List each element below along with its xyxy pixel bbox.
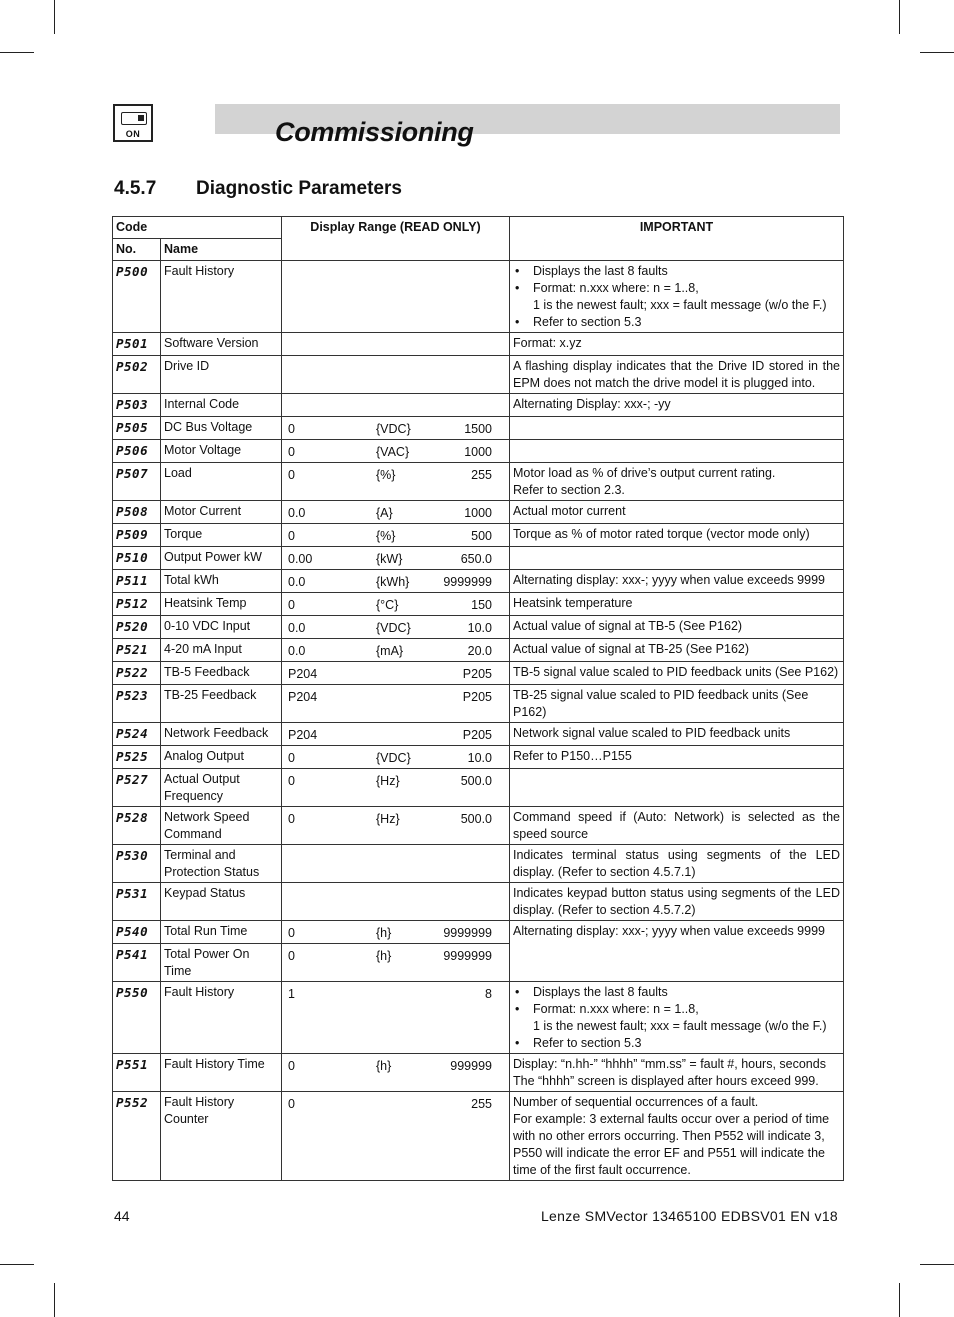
- parameter-code: P508: [113, 501, 161, 524]
- range-max: 10.0: [467, 621, 492, 635]
- range-unit: {kWh}: [376, 575, 410, 589]
- important-note: [510, 723, 844, 746]
- range-values: [285, 750, 506, 767]
- range-max: P205: [462, 667, 492, 681]
- display-range: [282, 547, 510, 570]
- parameter-code: P528: [113, 807, 161, 845]
- parameter-name: Analog Output: [161, 746, 282, 769]
- display-range: [282, 356, 510, 394]
- range-unit: {h}: [376, 949, 392, 963]
- table-row: [113, 982, 844, 1054]
- table-row: [113, 417, 844, 440]
- important-note: [510, 769, 844, 807]
- display-range: [282, 1054, 510, 1092]
- range-values: [285, 1096, 506, 1113]
- important-text: Actual motor current: [513, 504, 626, 518]
- table-row: [113, 440, 844, 463]
- range-values: [285, 528, 506, 545]
- display-range: [282, 570, 510, 593]
- display-range: [282, 662, 510, 685]
- parameter-code: P511: [113, 570, 161, 593]
- parameter-code: P509: [113, 524, 161, 547]
- parameter-code: P510: [113, 547, 161, 570]
- parameter-name: Heatsink Temp: [161, 593, 282, 616]
- header-display-range: Display Range (READ ONLY): [282, 217, 510, 261]
- range-values: [285, 1058, 506, 1075]
- important-text: Command speed if (Auto: Network) is selected as the speed source: [513, 810, 840, 841]
- range-values: [285, 925, 506, 942]
- important-note: [510, 501, 844, 524]
- range-min: 0.00: [288, 552, 313, 566]
- bullet-continuation: [513, 297, 840, 314]
- range-max: 999999: [450, 1059, 492, 1073]
- section-title: Diagnostic Parameters: [196, 178, 402, 199]
- important-text: Motor load as % of drive’s output current rating.: [513, 466, 776, 480]
- parameter-code: P523: [113, 685, 161, 723]
- crop-mark: [0, 52, 34, 53]
- display-range: [282, 417, 510, 440]
- range-min: 0: [288, 422, 295, 436]
- range-min: 0: [288, 751, 295, 765]
- range-unit: {h}: [376, 1059, 392, 1073]
- important-text: Number of sequential occurrences of a fault.: [513, 1095, 759, 1109]
- range-unit: {h}: [376, 926, 392, 940]
- range-min: 0: [288, 529, 295, 543]
- range-values: [285, 643, 506, 660]
- important-text: Format: x.yz: [513, 336, 582, 350]
- important-note: Alternating display: xxx-; yyyy when value exceeds 9999: [510, 921, 844, 982]
- parameter-name: Torque: [161, 524, 282, 547]
- chapter-title: Commissioning: [275, 117, 474, 147]
- range-max: 150: [471, 598, 492, 612]
- display-range: [282, 333, 510, 356]
- important-note: [510, 333, 844, 356]
- table-row: [113, 639, 844, 662]
- important-note: [510, 394, 844, 417]
- parameter-code: P531: [113, 883, 161, 921]
- bullet-text: Displays the last 8 faults: [533, 264, 668, 278]
- parameter-code: P501: [113, 333, 161, 356]
- parameter-name: Terminal and Protection Status: [161, 845, 282, 883]
- range-values: [285, 597, 506, 614]
- range-min: 0.0: [288, 575, 306, 589]
- bullet-text: Displays the last 8 faults: [533, 985, 668, 999]
- important-note: [510, 746, 844, 769]
- parameter-code: P522: [113, 662, 161, 685]
- table-row: [113, 333, 844, 356]
- table-row: [113, 593, 844, 616]
- table-row: [113, 394, 844, 417]
- range-values: [285, 986, 506, 1003]
- important-note: [510, 261, 844, 333]
- parameter-code: P550: [113, 982, 161, 1054]
- range-min: P204: [288, 667, 318, 681]
- range-values: [285, 773, 506, 790]
- bullet-item: [513, 1001, 840, 1018]
- important-note: [510, 807, 844, 845]
- header-code: Code: [113, 217, 282, 239]
- range-min: 0: [288, 1059, 295, 1073]
- important-note: [510, 356, 844, 394]
- table-row: [113, 1092, 844, 1181]
- important-note: [510, 524, 844, 547]
- range-values: [285, 666, 506, 683]
- parameter-name: Network Feedback: [161, 723, 282, 746]
- range-min: 0: [288, 774, 295, 788]
- table-row: [113, 662, 844, 685]
- range-values: [285, 620, 506, 637]
- table-row: [113, 723, 844, 746]
- table-row: [113, 921, 844, 944]
- range-max: 500.0: [460, 812, 492, 826]
- parameter-name: Fault History: [161, 261, 282, 333]
- range-max: 1500: [464, 422, 492, 436]
- parameter-code: P552: [113, 1092, 161, 1181]
- display-range: [282, 261, 510, 333]
- range-values: [285, 574, 506, 591]
- important-text: Indicates terminal status using segments of the LED display. (Refer to section 4.5.7.1): [513, 848, 840, 879]
- document-id: Lenze SMVector 13465100 EDBSV01 EN v18: [540, 1208, 838, 1224]
- parameter-name: Keypad Status: [161, 883, 282, 921]
- range-max: 20.0: [467, 644, 492, 658]
- range-unit: {%}: [376, 468, 396, 482]
- table-row: [113, 807, 844, 845]
- bullet-list: [513, 984, 840, 1052]
- range-max: 10.0: [467, 751, 492, 765]
- table-row: [113, 883, 844, 921]
- section-number: 4.5.7: [114, 178, 157, 199]
- display-range: [282, 982, 510, 1054]
- display-range: [282, 524, 510, 547]
- important-note: [510, 570, 844, 593]
- table-row: [113, 616, 844, 639]
- crop-mark: [54, 0, 55, 34]
- important-note: [510, 662, 844, 685]
- important-text: Actual value of signal at TB-25 (See P162): [513, 642, 750, 656]
- table-row: [113, 570, 844, 593]
- table-row: [113, 547, 844, 570]
- important-note: [510, 547, 844, 570]
- important-text: Display: “n.hh-” “hhhh” “mm.ss” = fault #, hours, seconds: [513, 1057, 826, 1071]
- parameter-name: Network Speed Command: [161, 807, 282, 845]
- important-text-2: For example: 3 external faults occur over a period of time with no other errors occurring. Then P552 will indicate 3, P550 will indicate the error EF and P551 will indicate the time of the first fault occurrence.: [513, 1112, 830, 1177]
- range-max: 500.0: [460, 774, 492, 788]
- range-min: P204: [288, 728, 318, 742]
- table-row: [113, 356, 844, 394]
- bullet-continuation: [513, 1018, 840, 1035]
- diagnostic-parameters-table: [112, 216, 844, 1181]
- important-text: Alternating display: xxx-; yyyy when value exceeds 9999: [513, 573, 825, 587]
- range-values: [285, 727, 506, 744]
- parameter-code: P502: [113, 356, 161, 394]
- important-text: TB-25 signal value scaled to PID feedback units (See P162): [513, 688, 809, 719]
- important-note: [510, 616, 844, 639]
- range-max: 9999999: [443, 926, 492, 940]
- display-range: [282, 769, 510, 807]
- bullet-list: [513, 263, 840, 331]
- table-row: [113, 501, 844, 524]
- range-unit: {mA}: [376, 644, 404, 658]
- bullet-item: [513, 314, 840, 331]
- display-range: [282, 463, 510, 501]
- parameter-code: P507: [113, 463, 161, 501]
- display-range: [282, 746, 510, 769]
- bullet-text: Refer to section 5.3: [533, 315, 642, 329]
- bullet-item: [513, 280, 840, 297]
- parameter-name: Fault History: [161, 982, 282, 1054]
- parameter-name: Drive ID: [161, 356, 282, 394]
- important-note: [510, 440, 844, 463]
- range-values: [285, 505, 506, 522]
- important-text: A flashing display indicates that the Drive ID stored in the EPM does not match the drive model it is plugged into.: [513, 359, 840, 390]
- range-max: 650.0: [460, 552, 492, 566]
- range-unit: {VAC}: [376, 445, 410, 459]
- range-min: 0: [288, 468, 295, 482]
- table-row: [113, 769, 844, 807]
- range-max: 255: [471, 1097, 492, 1111]
- range-max: 500: [471, 529, 492, 543]
- table-body: [113, 261, 844, 1181]
- parameter-code: P520: [113, 616, 161, 639]
- range-values: [285, 948, 506, 965]
- bullet-text: Format: n.xxx where: n = 1..8,: [533, 281, 699, 295]
- range-min: 0: [288, 598, 295, 612]
- parameter-name: Motor Current: [161, 501, 282, 524]
- range-values: [285, 811, 506, 828]
- parameter-code: P521: [113, 639, 161, 662]
- range-min: 1: [288, 987, 295, 1001]
- table-row: [113, 685, 844, 723]
- parameter-code: P525: [113, 746, 161, 769]
- range-max: 9999999: [443, 949, 492, 963]
- parameter-name: Actual Output Frequency: [161, 769, 282, 807]
- header-no: No.: [113, 239, 161, 261]
- important-text: Refer to P150…P155: [513, 749, 632, 763]
- range-values: [285, 360, 506, 377]
- display-range: [282, 593, 510, 616]
- range-values: [285, 398, 506, 415]
- important-note: [510, 1092, 844, 1181]
- range-unit: {VDC}: [376, 751, 411, 765]
- parameter-name: Load: [161, 463, 282, 501]
- crop-mark: [920, 1264, 954, 1265]
- range-min: P204: [288, 690, 318, 704]
- parameter-code: P540: [113, 921, 161, 944]
- parameter-name: TB-25 Feedback: [161, 685, 282, 723]
- crop-mark: [899, 0, 900, 34]
- display-range: [282, 440, 510, 463]
- parameter-code: P524: [113, 723, 161, 746]
- parameter-name: Total kWh: [161, 570, 282, 593]
- range-values: [285, 421, 506, 438]
- range-unit: {kW}: [376, 552, 403, 566]
- range-unit: {A}: [376, 506, 393, 520]
- range-unit: {VDC}: [376, 422, 411, 436]
- bullet-subtext: 1 is the newest fault; xxx = fault message (w/o the F.): [533, 298, 827, 312]
- parameter-name: Internal Code: [161, 394, 282, 417]
- range-max: P205: [462, 690, 492, 704]
- parameter-name: Software Version: [161, 333, 282, 356]
- range-max: 1000: [464, 445, 492, 459]
- parameter-code: P530: [113, 845, 161, 883]
- range-values: [285, 551, 506, 568]
- range-min: 0: [288, 812, 295, 826]
- range-unit: {VDC}: [376, 621, 411, 635]
- important-note: [510, 463, 844, 501]
- important-text: Heatsink temperature: [513, 596, 633, 610]
- important-text: Network signal value scaled to PID feedback units: [513, 726, 791, 740]
- display-range: [282, 1092, 510, 1181]
- important-note: [510, 845, 844, 883]
- bullet-text: Format: n.xxx where: n = 1..8,: [533, 1002, 699, 1016]
- parameter-name: Total Power On Time: [161, 944, 282, 982]
- table-row: [113, 1054, 844, 1092]
- important-note: [510, 593, 844, 616]
- display-range: [282, 501, 510, 524]
- crop-mark: [54, 1283, 55, 1317]
- range-max: 9999999: [443, 575, 492, 589]
- parameter-name: Output Power kW: [161, 547, 282, 570]
- parameter-code: P500: [113, 261, 161, 333]
- range-values: [285, 444, 506, 461]
- table-row: [113, 845, 844, 883]
- important-text: Alternating Display: xxx-; -yy: [513, 397, 671, 411]
- table-row: [113, 463, 844, 501]
- bullet-subtext: 1 is the newest fault; xxx = fault message (w/o the F.): [533, 1019, 827, 1033]
- parameter-name: 0-10 VDC Input: [161, 616, 282, 639]
- display-range: [282, 807, 510, 845]
- parameter-code: P505: [113, 417, 161, 440]
- bullet-item: [513, 1035, 840, 1052]
- display-range: [282, 883, 510, 921]
- important-text: TB-5 signal value scaled to PID feedback units (See P162): [513, 665, 839, 679]
- important-text: Torque as % of motor rated torque (vector mode only): [513, 527, 810, 541]
- important-note: [510, 685, 844, 723]
- important-note: [510, 639, 844, 662]
- range-values: [285, 849, 506, 866]
- parameter-name: 4-20 mA Input: [161, 639, 282, 662]
- range-unit: {°C}: [376, 598, 399, 612]
- range-unit: {Hz}: [376, 812, 400, 826]
- display-range: [282, 723, 510, 746]
- range-max: 255: [471, 468, 492, 482]
- range-values: [285, 265, 506, 282]
- crop-mark: [920, 52, 954, 53]
- important-note: [510, 982, 844, 1054]
- range-max: P205: [462, 728, 492, 742]
- parameter-code: P541: [113, 944, 161, 982]
- display-range: [282, 845, 510, 883]
- parameter-code: P503: [113, 394, 161, 417]
- important-note: [510, 1054, 844, 1092]
- range-values: [285, 887, 506, 904]
- header-name: Name: [161, 239, 282, 261]
- parameter-name: Fault History Counter: [161, 1092, 282, 1181]
- range-min: 0: [288, 1097, 295, 1111]
- power-switch-icon: [113, 104, 153, 142]
- range-unit: {%}: [376, 529, 396, 543]
- display-range: [282, 394, 510, 417]
- crop-mark: [899, 1283, 900, 1317]
- parameter-code: P512: [113, 593, 161, 616]
- range-min: 0: [288, 926, 295, 940]
- range-values: [285, 467, 506, 484]
- display-range: [282, 685, 510, 723]
- range-max: 1000: [464, 506, 492, 520]
- parameter-code: P551: [113, 1054, 161, 1092]
- important-text-2: The “hhhh” screen is displayed after hours exceed 999.: [513, 1074, 819, 1088]
- bullet-item: [513, 984, 840, 1001]
- switch-graphic: [121, 112, 147, 125]
- range-values: [285, 689, 506, 706]
- important-text-2: Refer to section 2.3.: [513, 483, 625, 497]
- display-range: [282, 921, 510, 944]
- parameter-name: Motor Voltage: [161, 440, 282, 463]
- display-range: [282, 639, 510, 662]
- display-range: [282, 616, 510, 639]
- important-text: Indicates keypad button status using segments of the LED display. (Refer to section 4.5.7.2): [513, 886, 840, 917]
- range-min: 0: [288, 445, 295, 459]
- important-note: [510, 417, 844, 440]
- parameter-name: TB-5 Feedback: [161, 662, 282, 685]
- range-min: 0.0: [288, 644, 306, 658]
- bullet-item: [513, 263, 840, 280]
- range-min: 0: [288, 949, 295, 963]
- range-max: 8: [485, 987, 492, 1001]
- important-text: Actual value of signal at TB-5 (See P162): [513, 619, 743, 633]
- header-important: IMPORTANT: [510, 217, 844, 261]
- parameter-code: P506: [113, 440, 161, 463]
- parameter-code: P527: [113, 769, 161, 807]
- table-row: [113, 746, 844, 769]
- on-label: ON: [125, 129, 141, 139]
- range-min: 0.0: [288, 506, 306, 520]
- parameter-name: Fault History Time: [161, 1054, 282, 1092]
- page-number: 44: [114, 1208, 130, 1224]
- range-min: 0.0: [288, 621, 306, 635]
- range-unit: {Hz}: [376, 774, 400, 788]
- important-note: [510, 883, 844, 921]
- parameter-name: DC Bus Voltage: [161, 417, 282, 440]
- bullet-text: Refer to section 5.3: [533, 1036, 642, 1050]
- parameter-name: Total Run Time: [161, 921, 282, 944]
- table-row: [113, 524, 844, 547]
- crop-mark: [0, 1264, 34, 1265]
- display-range: [282, 944, 510, 982]
- range-values: [285, 337, 506, 354]
- table-row: [113, 261, 844, 333]
